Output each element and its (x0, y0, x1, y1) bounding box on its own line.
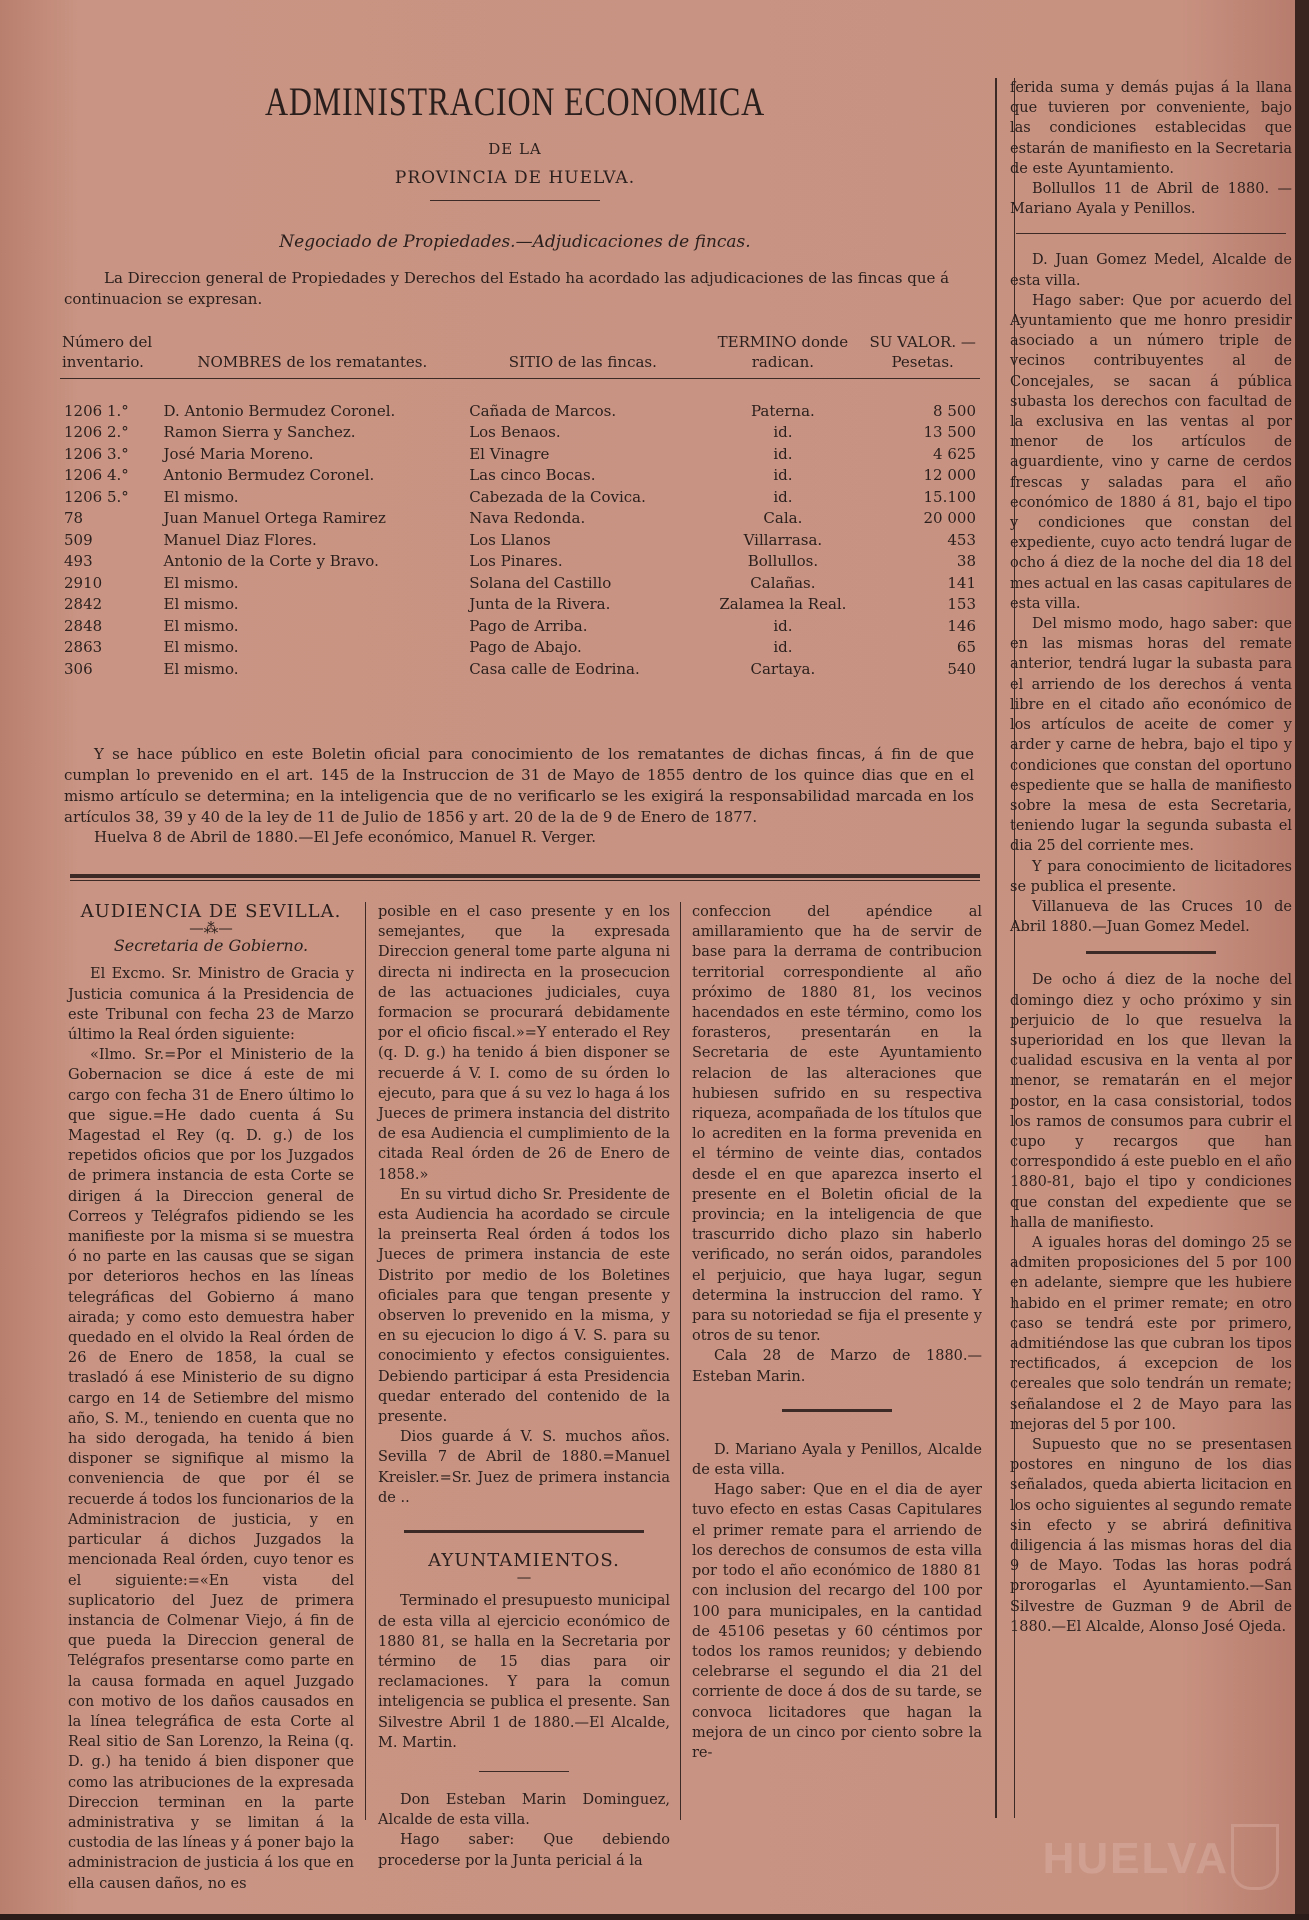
notice-paragraph: Hago saber: Que por acuerdo del Ayuntamiento que me honro presidir asociado a un número triple de vecinos contribuyentes al de Concejales, se sacan á pública subasta los derechos con facultad de la exclusiva en las ventas al por menor de los artículos de aguardiente, vino y carne de cerdos frescas y saladas para el año económico de 1880 á 81, bajo el tipo y condiciones que constan del expediente, cuyo acto tendrá lugar de ocho á diez de la noche del dia 18 del mes actual en las casas capitulares de esta villa. (1010, 292, 1292, 612)
audiencia-subtitle: Secretaria de Gobierno. (113, 936, 309, 956)
cell-valor: 153 (947, 595, 976, 614)
table-row (60, 616, 980, 638)
table-row (60, 508, 980, 530)
cell-sitio: Cañada de Marcos. (469, 401, 617, 420)
col-header-nombres: NOMBRES de los rematantes. (197, 353, 428, 371)
notice-signature: Villanueva de las Cruces 10 de Abril 1880.—Juan Gomez Medel. (1010, 898, 1292, 936)
cell-nombre: Manuel Diaz Flores. (163, 530, 317, 549)
table-row (60, 594, 980, 616)
cell-nombre: El mismo. (163, 573, 239, 592)
page-title: ADMINISTRACION ECONOMICA (264, 79, 766, 124)
cell-termino: Calañas. (750, 573, 816, 592)
cell-numero: 2842 (64, 595, 103, 614)
column-rule (365, 902, 366, 1820)
cell-sitio: Pago de Arriba. (469, 616, 588, 635)
cell-numero: 1206 4.° (64, 466, 129, 485)
table-row (60, 444, 980, 466)
archive-watermark: HUELVA (1042, 1834, 1229, 1883)
cell-valor: 540 (947, 659, 976, 678)
audiencia-title: AUDIENCIA DE SEVILLA. (80, 901, 342, 922)
cell-termino: id. (773, 444, 793, 463)
cell-sitio: Las cinco Bocas. (469, 466, 596, 485)
page-edge-bottom (0, 1914, 1309, 1920)
cell-sitio: Nava Redonda. (469, 509, 586, 528)
cell-termino: id. (773, 466, 793, 485)
notice-paragraph: Hago saber: Que en el dia de ayer tuvo efecto en estas Casas Capitulares el primer remate para el arriendo de los derechos de consumos de esta villa por todo el año económico de 1880 81 con inclusion del recargo del 100 por 100 para municipales, en la cantidad de 45106 pesetas y 60 céntimos por todos los ramos reunidos; y debiendo celebrarse el segundo el dia 21 del corriente de doce á dos de su tarde, se convoca licitadores que hagan la mejora de un cinco por ciento sobre la re- (692, 1482, 982, 1761)
notice-signature: Bollullos 11 de Abril de 1880. —Mariano Ayala y Penillos. (1010, 181, 1292, 218)
subtitle-de-la: DE LA (488, 140, 542, 158)
cell-sitio: Cabezada de la Covica. (469, 487, 646, 506)
cell-termino: Cartaya. (750, 659, 816, 678)
cell-nombre: Ramon Sierra y Sanchez. (163, 423, 356, 442)
cell-nombre: D. Antonio Bermudez Coronel. (163, 401, 396, 420)
notice-heading: D. Mariano Ayala y Penillos, Alcalde de esta villa. (692, 1441, 982, 1479)
ayuntamiento-notice: Hago saber: Que debiendo procederse por la Junta pericial á la (378, 1832, 670, 1869)
divider (479, 1771, 569, 1772)
cell-numero: 78 (64, 509, 84, 528)
cell-numero: 1206 1.° (64, 401, 129, 420)
cell-valor: 15.100 (923, 487, 976, 506)
cell-numero: 1206 5.° (64, 487, 129, 506)
notice-paragraph: Del mismo modo, hago saber: que en las mismas horas del remate anterior, tendrá lugar la subasta para el arriendo de los derechos á venta libre en el citado año económico de los artículos de aceite de comer y arder y carne de hebra, bajo el tipo y condiciones que constan del oportuno espediente que se halla de manifiesto sobre la mesa de esta Secretaria, teniendo lugar la segunda subasta el dia 25 del corriente mes. (1010, 616, 1292, 855)
col-header-valor: SU VALOR. — Pesetas. (869, 333, 976, 371)
title-rule (430, 200, 600, 201)
cell-numero: 306 (64, 659, 93, 678)
cell-nombre: Antonio de la Corte y Bravo. (163, 552, 379, 571)
cell-termino: id. (773, 487, 793, 506)
cell-termino: id. (773, 638, 793, 657)
intro-paragraph: La Direccion general de Propiedades y Derechos del Estado ha acordado las adjudicaciones de las fincas que á continuacion se expresan. (64, 269, 950, 308)
cell-sitio: Casa calle de Eodrina. (469, 659, 640, 678)
cell-valor: 4 625 (933, 444, 976, 463)
cell-sitio: El Vinagre (469, 444, 550, 463)
column-rule (680, 902, 681, 1820)
column-audiencia: AUDIENCIA DE SEVILLA. —⁂— Secretaria de Gobierno. El Excmo. Sr. Ministro de Gracia y Justicia comunica á la Presidencia de este Tribunal con fecha 23 de Marzo último la Real órden siguiente: «Ilmo. Sr.=Por el Ministerio de la Gobernacion se dice á este de mi cargo con fecha 31 de Enero último lo que sigue.=He dado cuenta á Su Magestad el Rey (q. D. g.) de los repetidos oficios que por los Juzgados de primera instancia de esta Corte se dirigen á la Direccion general de Correos y Telégrafos pidiendo se les manifieste por la misma si se muestra ó no parte en las causas que se sigan por deterioros hechos en las líneas telegráficas del Gobierno á mano airada; y como esto demuestra haber quedado en el olvido la Real órden de 26 de Enero de 1858, la cual se trasladó á ese Ministerio de su digno cargo en 14 de Setiembre del mismo año, S. M., teniendo en cuenta que no ha sido derogada, ha tenido á bien disponer se signifique al mismo la conveniencia de que por él se recuerde á todos los funcionarios de la Administracion de justicia, y en particular á dichos Juzgados la mencionada Real órden, cuyo tenor es el siguiente:=«En vista del suplicatorio del Juez de primera instancia de Colmenar Viejo, á fin de que pueda la Direccion general de Telégrafos presentarse como parte en la causa formada en aquel Juzgado con motivo de los daños causados en la línea telegráfica de esta Corte al Real sitio de San Lorenzo, la Reina (q. D. g.) ha tenido á bien disponer que como las atribuciones de la expresada Direccion terminan en la parte administrativa y se limitan á la custodia de las líneas y á poner bajo la administracion de justicia á los que en ella causen daños, no es (68, 902, 354, 1894)
table-row (60, 573, 980, 595)
section-rule (404, 1530, 644, 1533)
divider (782, 1409, 892, 1412)
column-4 (1010, 78, 1292, 1637)
cell-sitio: Junta de la Rivera. (469, 595, 611, 614)
audiencia-paragraph: «Ilmo. Sr.=Por el Ministerio de la Gobernacion se dice á este de mi cargo con fecha 31 de Enero último lo que sigue.=He dado cuenta á Su Magestad el Rey (q. D. g.) de los repetidos oficios que por los Juzgados de primera instancia de esta Corte se dirigen á la Direccion general de Correos y Telégrafos pidiendo se les manifieste por la misma si se muestra ó no parte en las causas que se sigan por deterioros hechos en las líneas telegráficas del Gobierno á mano airada; y como esto demuestra haber quedado en el olvido la Real órden de 26 de Enero de 1858, la cual se trasladó á ese Ministerio de su digno cargo en 14 de Setiembre del mismo año, S. M., teniendo en cuenta que no ha sido derogada, ha tenido á bien disponer se signifique al mismo la conveniencia de que por él se recuerde á todos los funcionarios de la Administracion de justicia, y en particular á dichos Juzgados la mencionada Real órden, cuyo tenor es el siguiente:=«En vista del suplicatorio del Juez de primera instancia de Colmenar Viejo, á fin de que pueda la Direccion general de Telégrafos presentarse como parte en la causa formada en aquel Juzgado con motivo de los daños causados en la línea telegráfica de esta Corte al Real sitio de San Lorenzo, la Reina (q. D. g.) ha tenido á bien disponer que como las atribuciones de la expresada Direccion terminan en la parte administrativa y se limitan á la custodia de las líneas y á poner bajo la administracion de justicia á los que en ella causen daños, no es (68, 1047, 354, 1892)
column-3 (692, 902, 982, 1763)
section-rule (70, 880, 980, 881)
table-row (60, 551, 980, 573)
cell-sitio: Los Pinares. (469, 552, 563, 571)
notice-heading: D. Juan Gomez Medel, Alcalde de esta villa. (1010, 252, 1292, 289)
cell-numero: 1206 2.° (64, 423, 129, 442)
archive-shield-icon (1231, 1824, 1279, 1890)
col-header-termino: TERMINO donde radican. (717, 333, 849, 371)
cell-valor: 453 (947, 530, 976, 549)
audiencia-paragraph: En su virtud dicho Sr. Presidente de esta Audiencia ha acordado se circule la preinserta Real órden á todos los Jueces de primera instancia de este Distrito por medio de los Boletines oficiales para que tengan presente y observen lo prevenido en la misma, y en su ejecucion lo digo á V. S. para su conocimiento y efectos consiguientes. Debiendo participar á esta Presidencia quedar enterado del contenido de la presente. (378, 1186, 670, 1426)
cell-numero: 493 (64, 552, 93, 571)
table-note: Y se hace público en este Boletin oficial para conocimiento de los rematantes de dichas fincas, á fin de que cumplan lo prevenido en el art. 145 de la Instruccion de 31 de Mayo de 1855 dentro de los quince dias que en el mismo artículo se determina; en la inteligencia que de no verificarlo se les exigirá la responsabilidad marcada en los artículos 38, 39 y 40 de la ley de 11 de Julio de 1856 y art. 20 de la de 9 de Enero de 1877. (64, 745, 974, 826)
cell-valor: 146 (947, 616, 976, 635)
audiencia-continued: posible en el caso presente y en los semejantes, que la expresada Direccion general tome parte alguna ni directa ni indirecta en la prosecucion de las actuaciones judiciales, cuya formacion se procurará debidamente por el oficio fiscal.»=Y enterado el Rey (q. D. g.) ha tenido á bien disponer se recuerde á V. I. como de su órden lo ejecuto, para que á su vez lo haga á los Jueces de primera instancia del distrito de esa Audiencia el cumplimiento de la citada Real órden de 26 de Enero de 1858.» (378, 904, 670, 1183)
cell-valor: 13 500 (923, 423, 976, 442)
cell-valor: 141 (947, 573, 976, 592)
cell-nombre: El mismo. (163, 638, 239, 657)
cell-valor: 65 (956, 638, 976, 657)
cell-sitio: Los Benaos. (469, 423, 561, 442)
col-header-sitio: SITIO de las fincas. (508, 353, 657, 371)
subtitle-provincia: PROVINCIA DE HUELVA. (394, 168, 636, 188)
cell-termino: Cala. (763, 509, 803, 528)
column-rule (995, 78, 997, 1818)
notice-paragraph: De ocho á diez de la noche del domingo diez y ocho próximo y sin perjuicio de lo que resuelva la superioridad en los que llevan la cualidad escusiva en la venta al por menor, se rematarán en el mejor postor, en la casa consistorial, todos los ramos de consumos para cubrir el cupo y recargos que han correspondido á este pueblo en el año 1880-81, bajo el tipo y condiciones que constan del expediente que se halla de manifiesto. (1010, 972, 1292, 1231)
cell-numero: 1206 3.° (64, 444, 129, 463)
cell-termino: Villarrasa. (743, 530, 823, 549)
cell-nombre: Juan Manuel Ortega Ramirez (163, 509, 386, 528)
cell-numero: 2863 (64, 638, 103, 657)
table-row (60, 659, 980, 681)
ayuntamiento-notice-heading: Don Esteban Marin Dominguez, Alcalde de esta villa. (378, 1791, 670, 1829)
section-rule (70, 874, 980, 878)
audiencia-paragraph: El Excmo. Sr. Ministro de Gracia y Justicia comunica á la Presidencia de este Tribunal con fecha 23 de Marzo último la Real órden siguiente: (68, 966, 354, 1044)
cell-valor: 38 (956, 552, 976, 571)
table-signature: Huelva 8 de Abril de 1880.—El Jefe económico, Manuel R. Verger. (94, 828, 597, 846)
divider (1016, 233, 1286, 234)
table-row (60, 487, 980, 509)
cell-sitio: Solana del Castillo (469, 573, 612, 592)
cell-termino: Bollullos. (747, 552, 819, 571)
notice-continued: ferida suma y demás pujas á la llana que tuvieren por conveniente, bajo las condiciones establecidas que estarán de manifiesto en la Secretaria de este Ayuntamiento. (1010, 80, 1292, 177)
notice-signature: Cala 28 de Marzo de 1880.—Esteban Marin. (692, 1348, 982, 1385)
notice-paragraph: Supuesto que no se presentasen postores en ninguno de los dias señalados, queda abierta licitacion en los ocho siguientes al segundo remate sin efecto y se abrirá definitiva diligencia á las mismas horas del dia 9 de Mayo. Todas las horas podrá prorogarlas el Ayuntamiento.—San Silvestre de Guzman 9 de Abril de 1880.—El Alcalde, Alonso José Ojeda. (1010, 1437, 1292, 1635)
notice-paragraph: A iguales horas del domingo 25 se admiten proposiciones del 5 por 100 en adelante, siempre que les hubiere habido en el primer remate; en otro caso se tendrá este por primero, admitiéndose las que cubran los tipos rectificados, á excepcion de los cereales que solo tendrán un remate; señalandose el 2 de Mayo para las mejoras del 5 por 100. (1010, 1234, 1292, 1433)
page-edge-right (1295, 0, 1309, 1920)
cell-termino: id. (773, 616, 793, 635)
cell-numero: 2910 (64, 573, 103, 592)
cell-termino: Zalamea la Real. (719, 595, 847, 614)
cell-nombre: El mismo. (163, 616, 239, 635)
notice-paragraph: Y para conocimiento de licitadores se publica el presente. (1010, 858, 1292, 895)
cell-nombre: El mismo. (163, 659, 239, 678)
cell-valor: 12 000 (923, 466, 976, 485)
cell-sitio: Pago de Abajo. (469, 638, 582, 657)
section-heading: Negociado de Propiedades.—Adjudicaciones de fincas. (279, 232, 751, 252)
col-header-numero: Número del inventario. (62, 333, 153, 371)
table-row (60, 637, 980, 659)
ayuntamiento-notice: Terminado el presupuesto municipal de esta villa al ejercicio económico de 1880 81, se halla en la Secretaria por término de 15 dias para oir reclamaciones. Y para la comun inteligencia se publica el presente. San Silvestre Abril 1 de 1880.—El Alcalde, M. Martin. (378, 1593, 670, 1751)
cell-valor: 8 500 (933, 401, 976, 420)
cell-nombre: El mismo. (163, 595, 239, 614)
table-row (60, 401, 980, 423)
divider (1086, 951, 1216, 954)
cell-numero: 509 (64, 530, 93, 549)
column-2: posible en el caso presente y en los semejantes, que la expresada Direccion general tome parte alguna ni directa ni indirecta en la prosecucion de las actuaciones judiciales, cuya formacion se procurará debidamente por el oficio fiscal.»=Y enterado el Rey (q. D. g.) ha tenido á bien disponer se recuerde á V. I. como de su órden lo ejecuto, para que á su vez lo haga á los Jueces de primera instancia del distrito de esa Audiencia el cumplimiento de la citada Real órden de 26 de Enero de 1858.» En su virtud dicho Sr. Presidente de esta Audiencia ha acordado se circule la preinserta Real órden á todos los Jueces de primera instancia de este Distrito por medio de los Boletines oficiales para que tengan presente y observen lo prevenido en la misma, y en su ejecucion lo digo á V. S. para su conocimiento y efectos consiguientes. Debiendo participar á esta Presidencia quedar enterado del contenido de la presente. Dios guarde á V. S. muchos años. Sevilla 7 de Abril de 1880.=Manuel Kreisler.=Sr. Juez de primera instancia de .. AYUNTAMIENTOS. — Terminado el presupuesto municipal de esta villa al ejercicio económico de 1880 81, se halla en la Secretaria por término de 15 dias para oir reclamaciones. Y para la comun inteligencia se publica el presente. San Silvestre Abril 1 de 1880.—El Alcalde, M. Martin. Don Esteban Marin Dominguez, Alcalde de esta villa. Hago saber: Que debiendo procederse por la Junta pericial á la (378, 902, 670, 1871)
table-row (60, 422, 980, 444)
cell-numero: 2848 (64, 616, 103, 635)
audiencia-signature: Dios guarde á V. S. muchos años. Sevilla 7 de Abril de 1880.=Manuel Kreisler.=Sr. Juez de primera instancia de .. (378, 1429, 670, 1506)
ayuntamientos-title: AYUNTAMIENTOS. (428, 1550, 620, 1572)
cell-nombre: Antonio Bermudez Coronel. (163, 466, 375, 485)
cell-nombre: José Maria Moreno. (163, 444, 314, 463)
table-row (60, 465, 980, 487)
cell-termino: Paterna. (750, 401, 815, 420)
table-row (60, 530, 980, 552)
cell-valor: 20 000 (923, 509, 976, 528)
cell-termino: id. (773, 423, 793, 442)
cell-sitio: Los Llanos (469, 530, 551, 549)
cell-nombre: El mismo. (163, 487, 239, 506)
notice-continued: confeccion del apéndice al amillaramiento que ha de servir de base para la derrama de contribucion territorial correspondiente al año próximo de 1880 81, los vecinos hacendados en este término, como los forasteros, presentarán en la Secretaria de este Ayuntamiento relacion de las alteraciones que hubiesen sufrido en su respectiva riqueza, acompañada de los títulos que lo acrediten en la forma prevenida en el término de veinte dias, contados desde el en que aparezca inserto el presente en el Boletin oficial de la provincia; en la inteligencia de que trascurrido dicho plazo sin haberlo verificado, no serán oidos, parandoles el perjuicio, que haya lugar, segun determina la instruccion del ramo. Y para su notoriedad se fija el presente y otros de su tenor. (692, 904, 982, 1345)
fincas-table (60, 332, 980, 680)
